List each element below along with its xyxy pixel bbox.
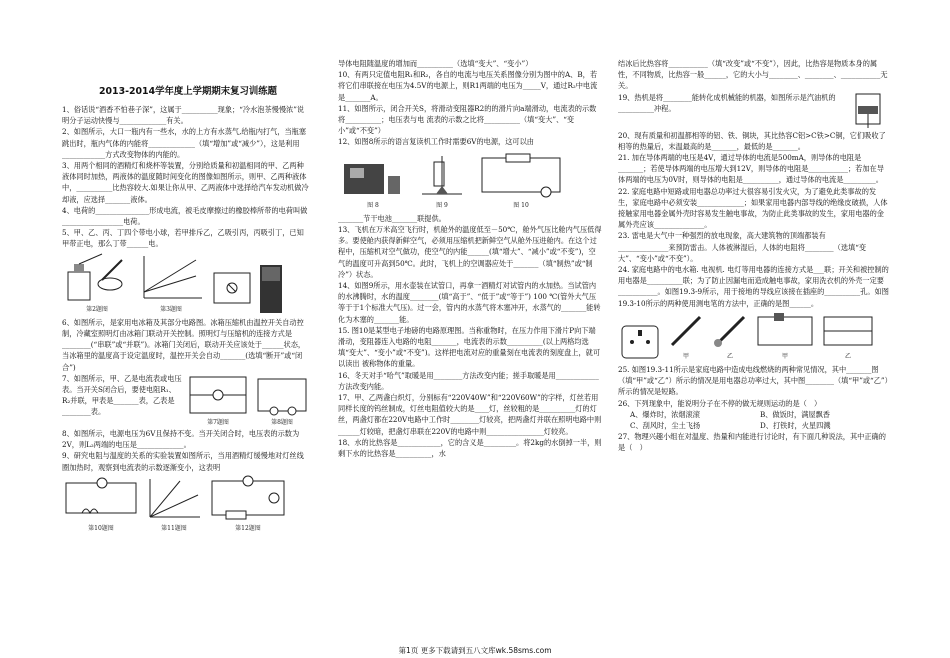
q26-options [618,409,890,431]
iu-graph [144,475,204,523]
column-1 [62,104,310,536]
question-19: 19、热机是将________能转化成机械能的机器，如图所示是汽油机的__________冲程。 [618,92,836,113]
refrigerator-figure [258,263,284,315]
question-11: 11、如图所示，闭合开关S，将滑动变阻器R2的的滑片向a端滑动，电流表的示数将__________；电压表与电 流表的示数之比将__________（填“变大”、“变小”或“不变”） [338,103,597,136]
socket-figure [618,322,662,362]
option-d: D、打铁时，火星四溅 [760,421,831,431]
question-9: 9、研究电阻与温度的关系的实验装置如图所示，当用酒精灯缓慢地对灯丝线圈加热时，观察到电流表的示数逐渐变小，这表明 [62,451,304,472]
bottle-figure [62,252,132,304]
question-9-continued: 导体电阻随温度的增加而__________（选填“变大”、“变小”） [338,59,533,68]
figure-caption: 甲 [781,352,788,360]
question-22: 22. 家庭电路中短路或用电器总功率过大很容易引发火灾，为了避免此类事故的发生，家庭电路中必须安装_____________；如果家用电器内部导线的绝缘皮破损，人体接触家用电器金属外壳时容易发生触电事故，为防止此类事故的发生，家用电器的金属外壳应该______________。 [618,186,888,230]
figure-row-col3 [618,311,890,362]
figure-caption: 乙 [844,352,851,360]
question-12: 12、如图8所示的语言复读机工作时需要6V的电源，这可以由 [338,137,534,147]
figure-row-1 [62,252,310,315]
question-13: 13、飞机在万米高空飞行时，机舱外的温度低至－50℃，舱外气压比舱内气压低得多。要使舱内获得新鲜空气，必须用压缩机把新鲜空气从舱外压进舱内。在这个过程中，压缩机对空气做功，使空气的内能______(填“增大”、“减小”或“不变”)，空气的温度可升高到50℃。此时，飞机上的空调器应处于_______（填“制热”或“制冷”）状态。 [338,225,602,279]
figure-caption: 第3题图 [160,305,182,313]
question-6: 6、如图所示，是家用电冰箱及其部分电路图。冰箱压缩机由温控开关自动控制，冷藏室照明灯由冰箱门联动开关控制。照明灯与压缩机的连接方式是________(“串联”或“并联”)。冰箱门关闭后，联动开关应该处于______状态，当冰箱里的温度高于设定温度时，温控开关会自动_______(选填“断开”或“闭合”) [62,317,306,372]
question-25: 25. 如图19.3-11所示是家庭电路中造成电线燃烧的两种常见情况，其中_______图（填“甲”或“乙”）所示的情况是用电器总功率过大，其中图________（填“甲”或“乙”）所示的情况是短路。 [618,365,889,397]
question-3: 3、用两个相同的酒精灯和烧杯等装置，分别给质量和初温相同的甲、乙两种液体同时加热，两液体的温度随时间变化的图像如图所示，则甲、乙两种液体中，__________比热容较大.如果让你从甲、乙两液体中选择给汽车发动机做冷却液，应选择_______液体。 [62,161,309,204]
question-4: 4、电荷的_______________形成电流，被毛皮摩擦过的橡胶棒所带的电荷叫做_________________电荷。 [62,205,308,227]
page-title: 2013-2014学年度上学期期末复习训练题 [99,86,277,97]
figure-caption: 第11题图 [161,524,187,532]
repeater-device [338,150,408,200]
figure-row-3 [62,475,310,534]
option-c: C、刮风时，尘土飞扬 [630,421,701,431]
temperature-time-graph [136,252,206,304]
column-3 [618,58,890,454]
overload-circuit [754,311,816,351]
figure-caption: 甲 [682,352,689,360]
question-8: 8、如图所示，电源电压为6V且保持不变。当开关闭合时，电压表的示数为2V，则L₂两端的电压是_____________。 [62,429,300,450]
question-17: 17、甲、乙两盏白炽灯，分别标有“220V40W”和“220V60W”的字样，灯丝若用同样长度的钨丝制成，灯丝电阻值较大的是____灯，丝较粗的是__________灯的灯丝，两盏灯都在220V电路中工作时________灯较亮，把两盏灯并联在照明电路中则______灯较暗，把盏灯串联在220V的电路中则________________灯较亮。 [338,393,602,436]
question-12-continued: _______节干电池_______联提供。 [338,213,446,223]
question-21: 21. 加在导体两端的电压是4V，通过导体的电流是500mA，则导体的电阻是_______；若使导体两端的电压增大到12V，则导体的电阻是___________；若加在导体两端的电压为0V时，则导体的电阻是__________，通过导体的电流是_________。 [618,153,884,185]
question-18: 18、水的比热容是____________，它的含义是_________。将2kg的水倒掉一半，则剩下水的比热容是__________，水 [338,437,602,459]
series-lamp-circuit [254,373,310,417]
weighing-circuit [476,150,566,200]
engine-figure [846,92,890,130]
figure-row-col2 [338,150,602,211]
figure-caption: 第7题图 [207,418,229,426]
test-tube-heating [412,150,472,200]
question-23: 23. 雷电是大气中一种强烈的放电现象，高大建筑物的顶端都装有 [618,231,826,241]
test-pen-figure-b [710,311,750,351]
question-24: 24. 家庭电路中的电水箱. 电视机. 电灯等用电器的连接方式是___联；开关和被控制的用电器是__________联；为了防止因漏电而造成触电事故，家用洗衣机的外壳一定要___________。如图19.3-9所示，用于接地的导线应该接在插座的__________孔。如图19.3-10所示的两种使用测电笔的方法中，正确的是图______。 [618,265,889,308]
question-7: 7、如图所示，甲、乙是电流表或电压表。当开关S闭合后，要使电阻R₁、R₂并联，甲表是_______表，乙表是________表。 [62,373,182,417]
figure-caption: 第12题图 [235,524,261,532]
parallel-circuit [186,373,250,417]
option-b: B、做饭时，满屋飘香 [760,409,830,419]
rheostat-circuit [208,475,288,523]
question-27: 27、物理兴趣小组在对温度、热量和内能进行讨论时，有下面几种说法，其中正确的是（ ） [618,432,886,453]
question-10: 10、有两只定值电阻R₁和R₂，各自的电流与电压关系图像分别为图中的A、B，若将它们串联接在电压为4.5V的电源上，则R1两端的电压为_____V，通过R₂中电流是_______A。 [338,70,598,102]
question-1: 1、俗话说“酒香不怕巷子深”，这属于__________现象；“冷水泡茶慢慢浓”说明分子运动快慢与_____________有关。 [62,105,305,126]
option-a: A、爆炸时，浓烟滚滚 [630,409,700,419]
question-16: 16、冬天对手“哈气”取暖是用________方法改变内能；搓手取暖是用____________方法改变内能。 [338,370,599,391]
question-18-continued: 结冰后比热容将___________（填“改变”或“不变”），因此，比热容是物质本身的属性，不同物质，比热容一般______，它的大小与________、________、___________无关。 [618,59,888,91]
figure-caption: 乙 [726,352,733,360]
question-23-continued: ______________来预防雷击。人体被淋湿后，人体的电阻将________（选填“变大”、“变小”或“不变”）。 [618,242,867,263]
question-15: 15. 图10是某型电子地磅的电路原理图。当称重物时，在压力作用下滑片P向下端滑动，变阻器连入电路的电阻_______，电流表的示数__________(以上两格均选填“变大”、“变小”或“不变”)。这样把电流对应的重量刻在电流表的刻度盘上，就可以读出 被称物体的重量。 [338,325,601,369]
question-26: 26、下列现象中，能说明分子在不停的做无规则运动的是（ ） [618,398,822,408]
figure-caption: 第10题图 [88,524,114,532]
figure-caption: 图 10 [513,201,529,209]
question-5: 5、甲、乙、丙、丁四个带电小球，若甲排斥乙，乙吸引丙，丙吸引丁，已知甲带正电，那么丁带______电。 [62,228,304,249]
test-pen-figure-a [666,311,706,351]
page-footer: 第1页 更多下载请到五八文库wk.58sms.com [398,646,552,655]
figure-caption: 图 8 [367,201,379,209]
short-circuit [820,311,876,351]
column-2 [338,58,602,459]
question-14: 14、如图9所示，用水壶装在试管口，再拿一酒精灯对试管内的水加热。当试管内的水沸腾时，水的温度________(填“高于”、“低于”或“等于”) 100 ℃(管外大气压等于于1个标准大气压)。过一会，管内的水蒸气将木塞冲开，水蒸气的_______能转化为木塞的_______能。 [338,281,601,324]
figure-caption: 第2题图 [86,305,108,313]
figure-caption: 图 9 [436,201,448,209]
question-20: 20、现有质量和初温都相等的铝、铁、铜块，其比热容C铝>C铁>C铜，它们吸收了相等的热量后，末温最高的是_______，最低的是_______。 [618,130,886,151]
circuit-figure [210,263,254,315]
figure-caption: 第8题图 [271,418,293,426]
heating-resistance-apparatus [62,475,140,523]
question-2: 2、如图所示，大口一瓶内有一些水，水的上方有水蒸气,给瓶内打气，当瓶塞跳出时，瓶内气体的内能将_____________（填“增加”或“减少”），这是利用____________方式改变物体的内能的。 [62,127,307,159]
